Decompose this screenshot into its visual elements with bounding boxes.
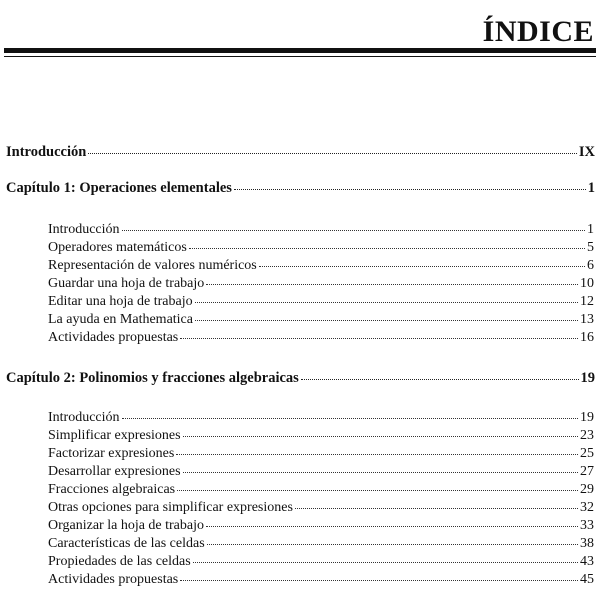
toc-entry-capitulo-1[interactable] — [6, 180, 595, 197]
toc-entry-capitulo-2[interactable] — [6, 370, 595, 387]
toc-subentry[interactable] — [48, 330, 594, 346]
toc-subentry-page: 25 — [580, 446, 594, 461]
toc-subentry-label: Representación de valores numéricos — [48, 258, 257, 273]
dot-leader — [206, 282, 578, 285]
toc-subentry-label: Organizar la hoja de trabajo — [48, 518, 205, 533]
toc-subentry[interactable] — [48, 500, 594, 516]
dot-leader — [183, 434, 578, 437]
dot-leader — [122, 228, 585, 231]
toc-subentry-page: 10 — [580, 276, 594, 291]
toc-subentry-page: 12 — [580, 294, 594, 309]
toc-subentry-label: Características de las celdas — [48, 536, 205, 551]
toc-subentry-label: Operadores matemáticos — [48, 240, 187, 255]
toc-subentry[interactable] — [48, 518, 594, 534]
dot-leader — [193, 560, 578, 563]
dot-leader — [195, 318, 578, 321]
dot-leader — [195, 300, 578, 303]
dot-leader — [259, 264, 585, 267]
toc-subentry[interactable] — [48, 428, 594, 444]
toc-subentry-page: 19 — [580, 410, 594, 425]
toc-subentry-label: Propiedades de las celdas — [48, 554, 191, 569]
toc-subentry-page: 38 — [580, 536, 594, 551]
toc-subentry[interactable] — [48, 572, 594, 588]
toc-subentry-label: Fracciones algebraicas — [48, 482, 176, 497]
toc-subentry-label: Guardar una hoja de trabajo — [48, 276, 205, 291]
toc-subentry-page: 32 — [580, 500, 594, 515]
toc-subentry-page: 43 — [580, 554, 594, 569]
dot-leader — [301, 377, 579, 380]
toc-subentry-page: 33 — [580, 518, 594, 533]
toc-subentry-label: Otras opciones para simplificar expresiones — [48, 500, 293, 515]
toc-subentry-label: Actividades propuestas — [48, 330, 179, 345]
toc-subentry[interactable] — [48, 464, 594, 480]
toc-subentry-label: Introducción — [48, 222, 120, 237]
toc-subentry[interactable] — [48, 410, 594, 426]
toc-subentry[interactable] — [48, 446, 594, 462]
dot-leader — [234, 187, 586, 190]
toc-subentry-label: Actividades propuestas — [48, 572, 179, 587]
toc-subentry[interactable] — [48, 258, 594, 274]
toc-entry-label: Capítulo 1: Operaciones elementales — [6, 180, 232, 196]
toc-subentry[interactable] — [48, 222, 594, 238]
toc-subentry-label: Introducción — [48, 410, 120, 425]
toc-subentry-page: 16 — [580, 330, 594, 345]
toc-subentry[interactable] — [48, 536, 594, 552]
toc-subentry-page: 29 — [580, 482, 594, 497]
toc-subentry-page: 5 — [587, 240, 594, 255]
toc-subentry-label: La ayuda en Mathematica — [48, 312, 193, 327]
toc-subentry[interactable] — [48, 482, 594, 498]
dot-leader — [295, 506, 578, 509]
toc-entry-label: Capítulo 2: Polinomios y fracciones algebraicas — [6, 370, 299, 386]
toc-subentry-label: Editar una hoja de trabajo — [48, 294, 193, 309]
dot-leader — [176, 452, 578, 455]
toc-subentry-label: Simplificar expresiones — [48, 428, 181, 443]
toc-subentry-page: 45 — [580, 572, 594, 587]
dot-leader — [180, 336, 578, 339]
toc-subentry[interactable] — [48, 312, 594, 328]
toc-subentry[interactable] — [48, 554, 594, 570]
toc-subentry[interactable] — [48, 240, 594, 256]
dot-leader — [180, 578, 578, 581]
dot-leader — [177, 488, 578, 491]
dot-leader — [88, 151, 577, 154]
toc-entry-page: 19 — [580, 370, 595, 386]
toc-subentry-page: 23 — [580, 428, 594, 443]
header-rule-thin — [4, 56, 596, 57]
header-rule-thick — [4, 48, 596, 53]
toc-subentry-page: 1 — [587, 222, 594, 237]
toc-entry-label: Introducción — [6, 144, 87, 160]
page-title: ÍNDICE — [482, 15, 594, 48]
toc-subentry-page: 13 — [580, 312, 594, 327]
toc-entry-introduccion[interactable] — [6, 144, 595, 161]
toc-entry-page: IX — [578, 144, 595, 160]
dot-leader — [122, 416, 578, 419]
toc-subentry[interactable] — [48, 276, 594, 292]
toc-subentry-page: 6 — [587, 258, 594, 273]
dot-leader — [183, 470, 578, 473]
toc-subentry-label: Factorizar expresiones — [48, 446, 175, 461]
dot-leader — [206, 524, 578, 527]
toc-subentry-label: Desarrollar expresiones — [48, 464, 181, 479]
toc-entry-page: 1 — [587, 180, 595, 196]
dot-leader — [189, 246, 585, 249]
toc-subentry-page: 27 — [580, 464, 594, 479]
dot-leader — [207, 542, 578, 545]
toc-subentry[interactable] — [48, 294, 594, 310]
